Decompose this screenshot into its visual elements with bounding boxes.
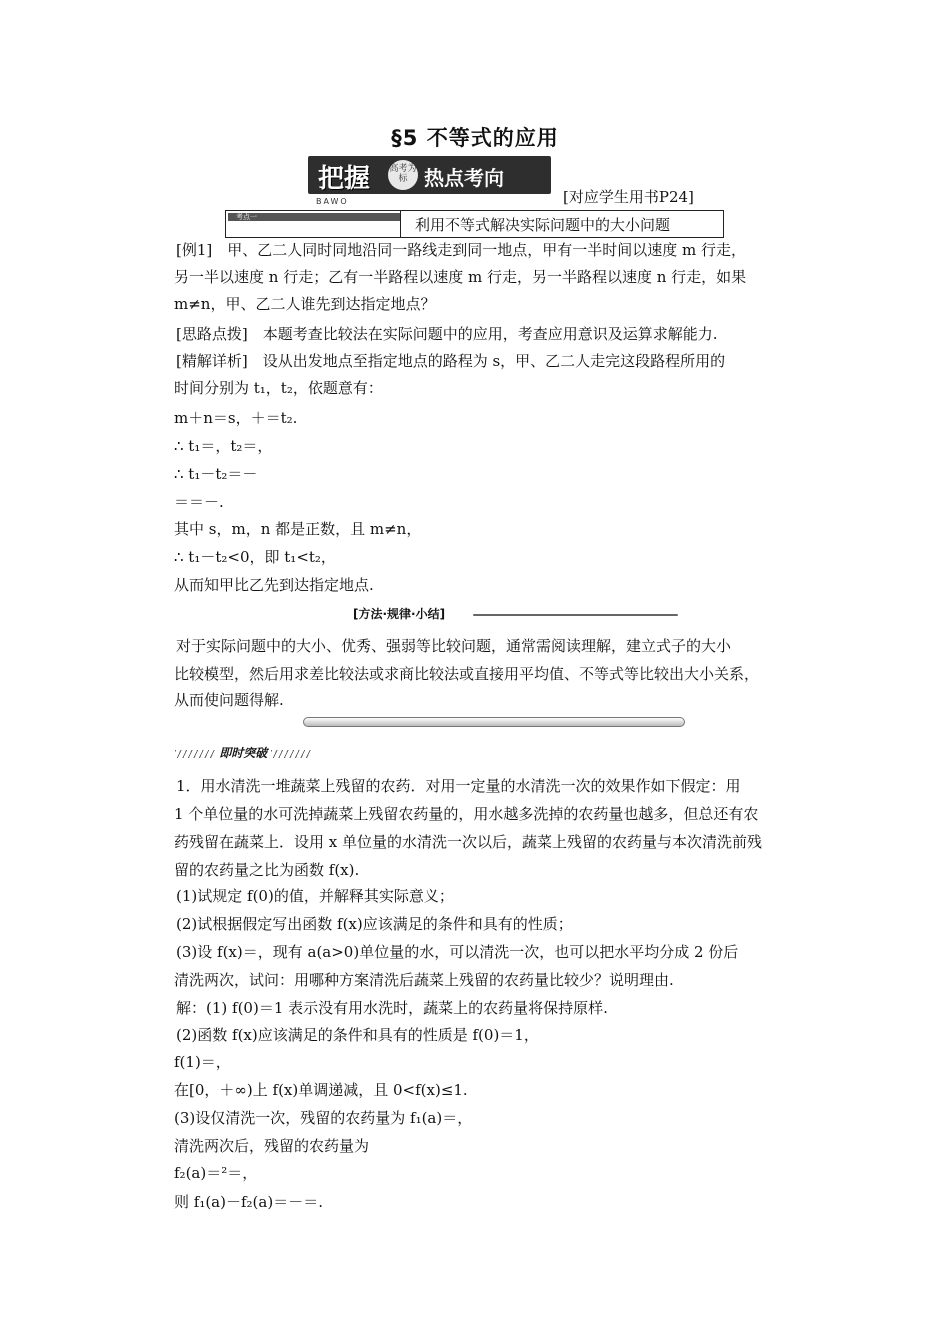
method-line-3: 从而使问题得解. (174, 691, 284, 709)
method-header (353, 605, 681, 623)
hatch-right (271, 750, 311, 758)
method-line-2: 比较模型，然后用求差比较法或求商比较法或直接用平均值、不等式等比较出大小关系， (174, 665, 760, 683)
banner-pinyin: BAWO (316, 197, 349, 206)
hatch-left (175, 750, 215, 758)
answer-line-8: 则 f₁(a)－f₂(a)＝－＝. (174, 1193, 323, 1211)
kaodian-tag (228, 213, 400, 221)
example-line-2: 另一半以速度 n 行走；乙有一半路程以速度 m 行走，另一半路程以速度 n 行走，如果 (174, 268, 747, 286)
question-line-4: 留的农药量之比为函数 f(x). (174, 861, 360, 879)
page-title: §5 不等式的应用 (391, 126, 559, 150)
answer-line-5: (3)设仅清洗一次，残留的农药量为 f₁(a)＝， (174, 1109, 473, 1127)
solution-line-8: ∴ t₁－t₂<0，即 t₁<t₂， (174, 548, 336, 566)
method-label: [方法·规律·小结] (353, 607, 446, 621)
solution-line-5: ∴ t₁－t₂＝－ (174, 465, 258, 483)
question-line-8: 清洗两次，试问：用哪种方案清洗后蔬菜上残留的农药量比较少？说明理由. (174, 971, 674, 989)
kaodian-divider (400, 211, 401, 237)
answer-line-3: f(1)＝， (174, 1053, 231, 1071)
kaodian-tag-text: 考点一 (236, 213, 257, 221)
example-line-1: [例1] 甲、乙二人同时同地沿同一路线走到同一地点，甲有一半时间以速度 m 行走， (176, 241, 747, 259)
solution-line-3: m＋n＝s，＋＝t₂. (174, 409, 298, 427)
solution-line-6: ＝＝－. (174, 493, 224, 511)
method-bottom-bar (303, 717, 685, 727)
solution-line-2: 时间分别为 t₁，t₂，依题意有： (174, 379, 383, 397)
quick-header (175, 744, 311, 761)
solution-line-4: ∴ t₁＝，t₂＝， (174, 437, 273, 455)
book-reference: [对应学生用书P24] (563, 188, 694, 206)
question-line-7: (3)设 f(x)＝，现有 a(a>0)单位量的水，可以清洗一次，也可以把水平均分成 2 份后 (176, 943, 739, 961)
answer-line-1: 解：(1) f(0)＝1 表示没有用水洗时，蔬菜上的农药量将保持原样. (176, 999, 608, 1017)
answer-line-4: 在[0，＋∞)上 f(x)单调递减，且 0<f(x)≤1. (174, 1081, 468, 1099)
question-line-5: (1)试规定 f(0)的值，并解释其实际意义； (176, 887, 454, 905)
kaodian-box (225, 210, 724, 238)
answer-line-6: 清洗两次后，残留的农药量为 (174, 1137, 370, 1155)
hint-line: [思路点拨] 本题考查比较法在实际问题中的应用，考查应用意识及运算求解能力. (176, 325, 718, 343)
banner-text-hotspot: 热点考向 (424, 166, 504, 190)
method-rule (473, 614, 678, 616)
example-line-3: m≠n，甲、乙二人谁先到达指定地点？ (174, 295, 436, 313)
quick-label: 即时突破 (219, 746, 268, 760)
solution-line-7: 其中 s，m，n 都是正数，且 m≠n， (174, 520, 422, 538)
banner-sticker: 高考为标 (388, 160, 418, 190)
method-line-1: 对于实际问题中的大小、优秀、强弱等比较问题，通常需阅读理解，建立式子的大小 (176, 637, 732, 655)
solution-line-9: 从而知甲比乙先到达指定地点. (174, 576, 374, 594)
section-banner (308, 156, 551, 206)
answer-line-7: f₂(a)＝²＝， (174, 1164, 258, 1182)
question-line-1: 1．用水清洗一堆蔬菜上残留的农药．对用一定量的水清洗一次的效果作如下假定：用 (176, 777, 741, 795)
banner-text-grasp: 把握 (318, 164, 371, 194)
solution-line-1: [精解详析] 设从出发地点至指定地点的路程为 s，甲、乙二人走完这段路程所用的 (176, 352, 726, 370)
question-line-2: 1 个单位量的水可洗掉蔬菜上残留农药量的，用水越多洗掉的农药量也越多，但总还有农 (174, 805, 759, 823)
question-line-3: 药残留在蔬菜上．设用 x 单位量的水清洗一次以后，蔬菜上残留的农药量与本次清洗前残 (174, 833, 762, 851)
question-line-6: (2)试根据假定写出函数 f(x)应该满足的条件和具有的性质； (176, 915, 573, 933)
answer-line-2: (2)函数 f(x)应该满足的条件和具有的性质是 f(0)＝1， (176, 1026, 539, 1044)
kaodian-title: 利用不等式解决实际问题中的大小问题 (415, 216, 671, 234)
